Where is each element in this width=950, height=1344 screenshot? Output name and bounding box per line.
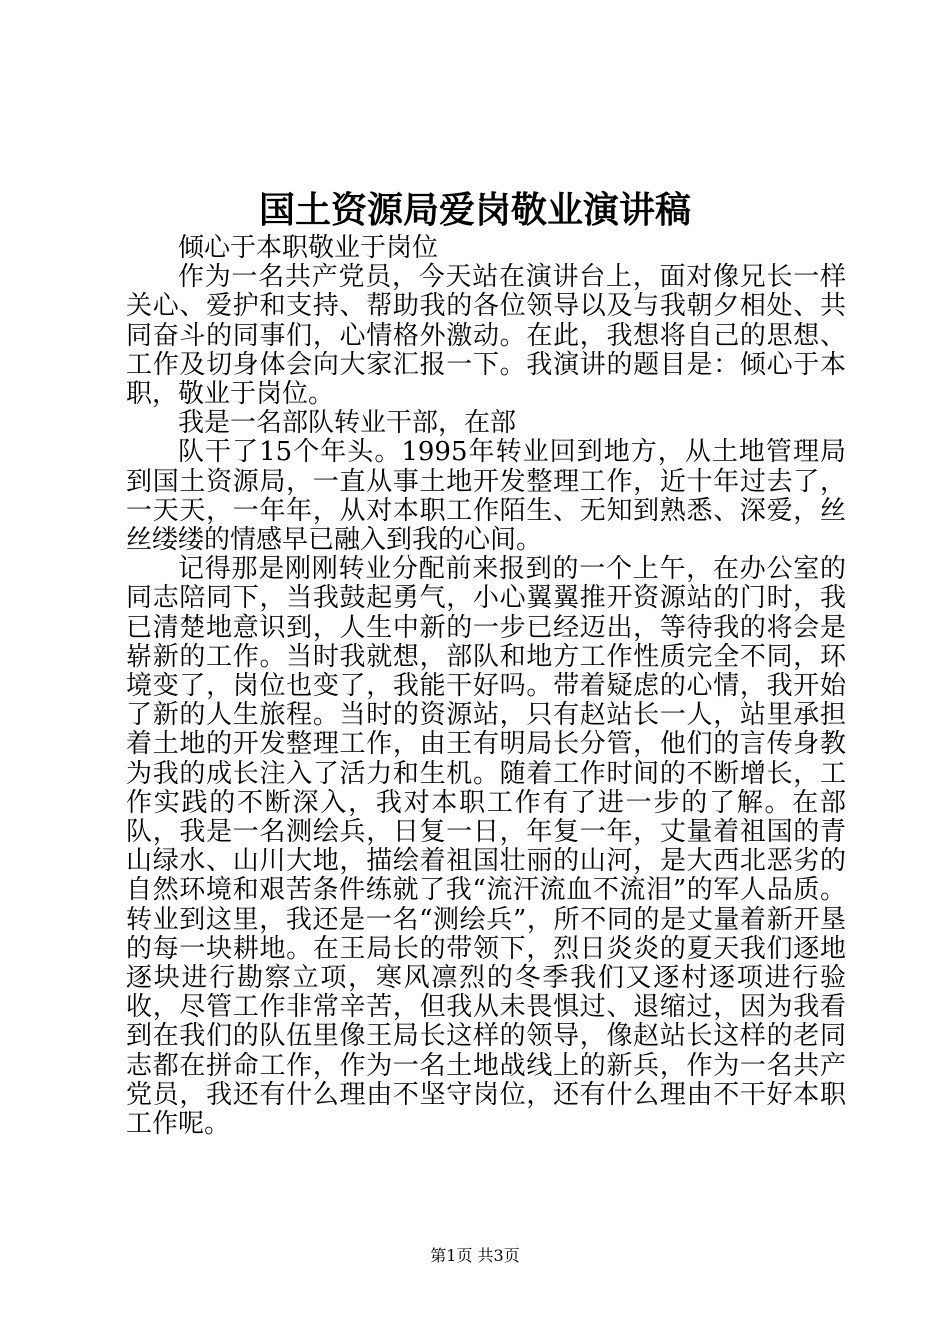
document-body [126, 234, 846, 1139]
document-title: 国土资源局爱岗敬业演讲稿 [258, 189, 691, 231]
paragraph-memory: 记得那是刚刚转业分配前来报到的一个上午，在办公室的同志陪同下，当我鼓起勇气，小心翼翼推开资源站的门时，我已清楚地意识到，人生中新的一步已经迈出，等待我的将会是崭新的工作。当时我就想，部队和地方工作性质完全不同，环境变了，岗位也变了，我能干好吗。带着疑虑的心情，我开始了新的人生旅程。当时的资源站，只有赵站长一人，站里承担着土地的开发整理工作，由王有明局长分管，他们的言传身教为我的成长注入了活力和生机。随着工作时间的不断增长，工作实践的不断深入，我对本职工作有了进一步的了解。在部队，我是一名测绘兵，日复一日，年复一年，丈量着祖国的青山绿水、山川大地，描绘着祖国壮丽的山河，是大西北恶劣的自然环境和艰苦条件练就了我“流汗流血不流泪”的军人品质。转业到这里，我还是一名“测绘兵”，所不同的是丈量着新开垦的每一块耕地。在王局长的带领下，烈日炎炎的夏天我们逐地逐块进行勘察立项，寒风凛烈的冬季我们又逐村逐项进行验收，尽管工作非常辛苦，但我从未畏惧过、退缩过，因为我看到在我们的队伍里像王局长这样的领导，像赵站长这样的老同志都在拼命工作，作为一名土地战线上的新兵，作为一名共产党员，我还有什么理由不坚守岗位，还有什么理由不干好本职工作呢。 [126, 554, 846, 1140]
paragraph-subtitle: 倾心于本职敬业于岗位 [178, 233, 439, 263]
paragraph-intro: 作为一名共产党员，今天站在演讲台上，面对像兄长一样关心、爱护和支持、帮助我的各位领导以及与我朝夕相处、共同奋斗的同事们，心情格外激动。在此，我想将自己的思想、工作及切身体会向大家汇报一下。我演讲的题目是：倾心于本职，敬业于岗位。 [126, 262, 846, 410]
paragraph-background: 队干了15个年头。1995年转业回到地方，从土地管理局到国土资源局，一直从事土地开发整理工作，近十年过去了，一天天，一年年，从对本职工作陌生、无知到熟悉、深爱，丝丝缕缕的情感早已融入到我的心间。 [126, 437, 846, 556]
paragraph-background-start: 我是一名部队转业干部，在部 [178, 408, 517, 439]
page-number-footer: 第1页 共3页 [430, 1246, 520, 1265]
